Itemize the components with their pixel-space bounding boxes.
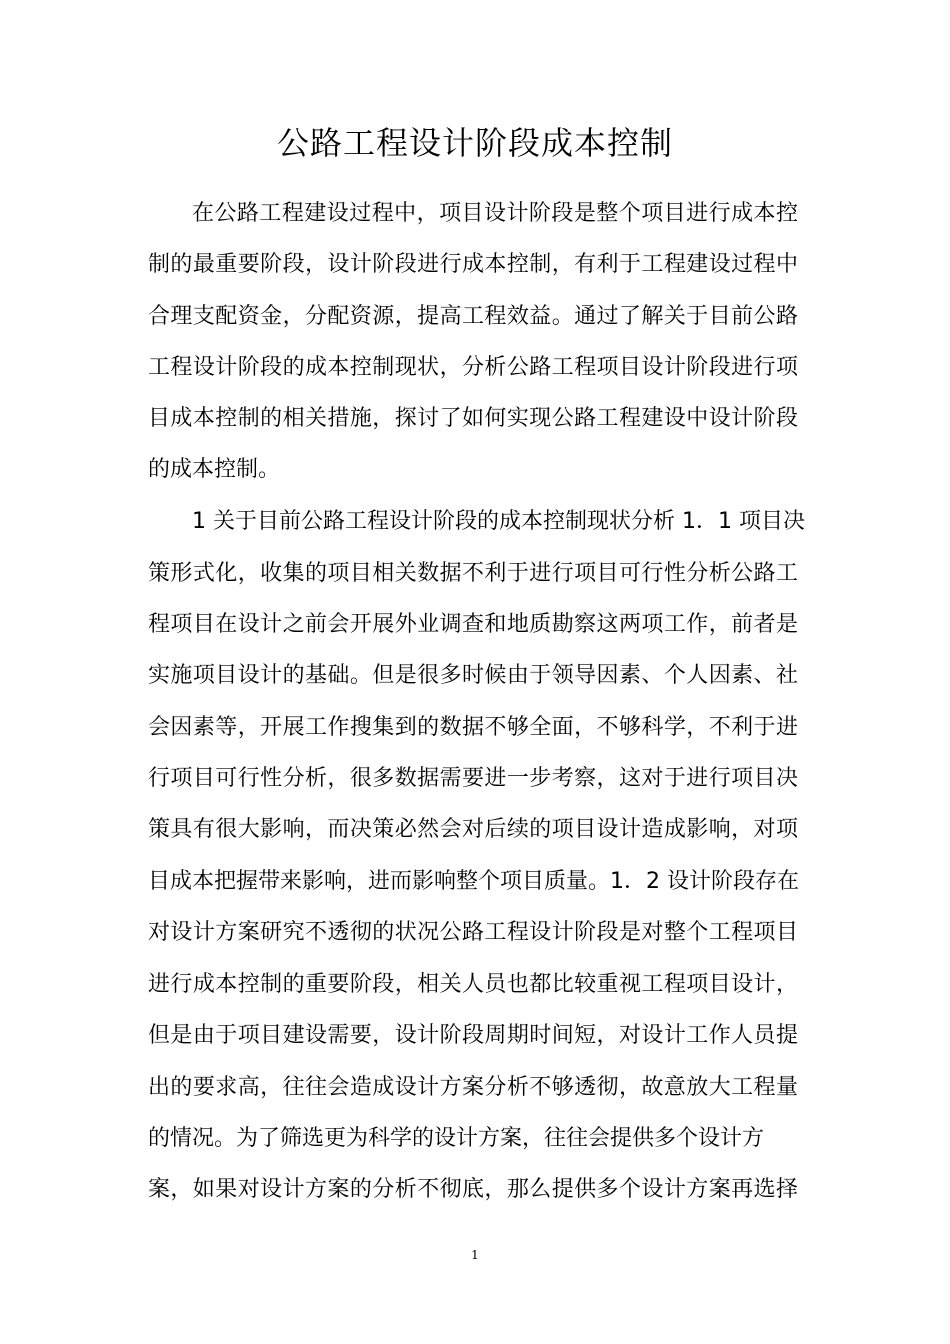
body-line: 目成本控制的相关措施，探讨了如何实现公路工程建设中设计阶段 <box>148 406 798 431</box>
body-line: 进行成本控制的重要阶段，相关人员也都比较重视工程项目设计， <box>148 972 798 997</box>
body-line: 策具有很大影响，而决策必然会对后续的项目设计造成影响，对项 <box>148 817 798 842</box>
body-line: 案，如果对设计方案的分析不彻底，那么提供多个设计方案再选择 <box>148 1177 798 1202</box>
body-line: 的情况。为了筛选更为科学的设计方案，往往会提供多个设计方 <box>148 1126 765 1151</box>
body-line: 程项目在设计之前会开展外业调查和地质勘察这两项工作，前者是 <box>148 612 798 637</box>
body-line: 会因素等，开展工作搜集到的数据不够全面，不够科学，不利于进 <box>148 715 798 740</box>
body-line: 1 关于目前公路工程设计阶段的成本控制现状分析 1．1 项目决 <box>192 509 805 534</box>
body-line: 工程设计阶段的成本控制现状，分析公路工程项目设计阶段进行项 <box>148 355 798 380</box>
body-line: 制的最重要阶段，设计阶段进行成本控制，有利于工程建设过程中 <box>148 252 798 277</box>
body-line: 目成本把握带来影响，进而影响整个项目质量。1．2 设计阶段存在 <box>148 869 799 894</box>
body-line: 合理支配资金，分配资源，提高工程效益。通过了解关于目前公路 <box>148 304 798 329</box>
page-number: 1 <box>471 1248 479 1262</box>
body-line: 实施项目设计的基础。但是很多时候由于领导因素、个人因素、社 <box>148 663 798 688</box>
document-title: 公路工程设计阶段成本控制 <box>276 124 673 162</box>
body-line: 出的要求高，往往会造成设计方案分析不够透彻，故意放大工程量 <box>148 1075 798 1100</box>
body-line: 的成本控制。 <box>148 457 281 482</box>
body-line: 对设计方案研究不透彻的状况公路工程设计阶段是对整个工程项目 <box>148 920 798 945</box>
body-line: 策形式化，收集的项目相关数据不利于进行项目可行性分析公路工 <box>148 561 798 586</box>
body-line: 但是由于项目建设需要，设计阶段周期时间短，对设计工作人员提 <box>148 1023 798 1048</box>
body-line: 行项目可行性分析，很多数据需要进一步考察，这对于进行项目决 <box>148 766 798 791</box>
body-line: 在公路工程建设过程中，项目设计阶段是整个项目进行成本控 <box>192 201 798 226</box>
